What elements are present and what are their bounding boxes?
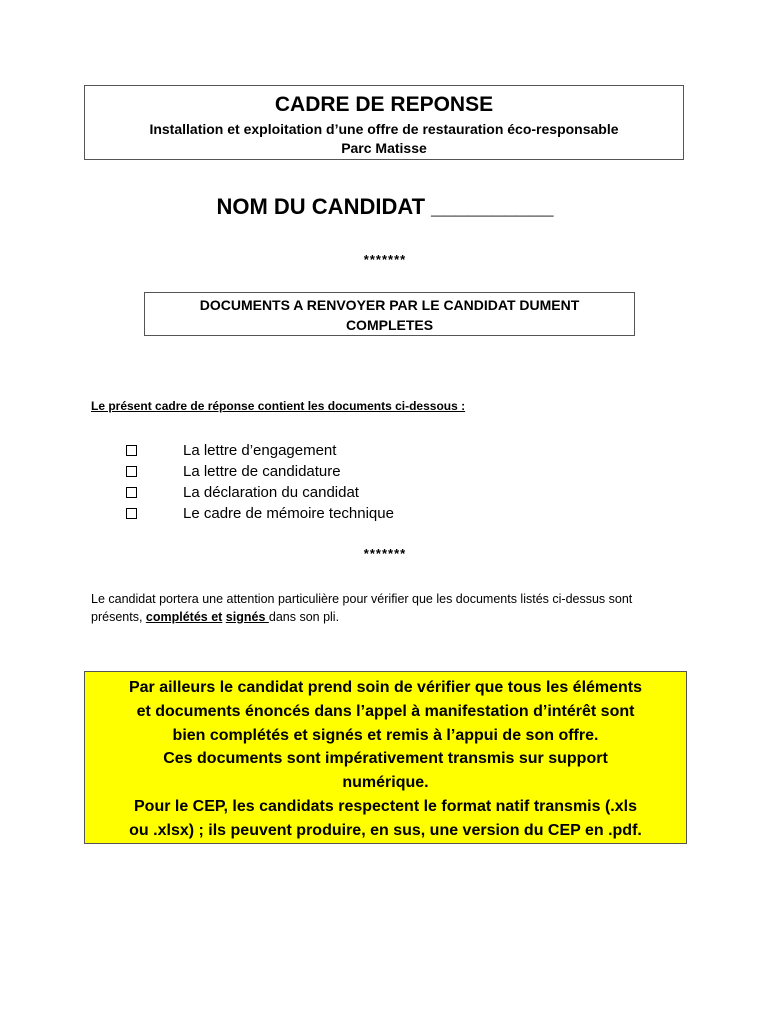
separator-stars-2: *******: [363, 546, 407, 561]
documents-box-line-2: COMPLETES: [345, 317, 434, 333]
header-subtitle: [85, 120, 683, 158]
checklist-item: [126, 503, 394, 524]
checklist-item: [126, 482, 359, 503]
highlight-notice-box: [84, 671, 687, 844]
notice-line-4: Ces documents sont impérativement transmis sur support: [163, 750, 608, 768]
checkbox[interactable]: [126, 487, 137, 498]
checklist-label: La déclaration du candidat: [183, 484, 359, 501]
checklist-item: [126, 461, 341, 482]
notice-line-6: Pour le CEP, les candidats respectent le format natif transmis (.xls: [134, 797, 637, 815]
checklist-item: [126, 440, 337, 461]
header-box: [84, 85, 684, 160]
subtitle-line-1: Installation et exploitation d’une offre de restauration éco-responsable: [149, 121, 619, 137]
documents-box: [144, 292, 635, 336]
documents-box-line-1: DOCUMENTS A RENVOYER PAR LE CANDIDAT DUMENT: [199, 297, 580, 313]
note-text-1: Le candidat portera une attention particulière pour vérifier que les documents listés ci-dessus sont présents,: [91, 592, 633, 624]
notice-line-1: Par ailleurs le candidat prend soin de vérifier que tous les éléments: [128, 679, 643, 696]
checkbox[interactable]: [126, 508, 137, 519]
notice-line-5: numérique.: [342, 774, 429, 792]
checklist-label: La lettre d’engagement: [183, 442, 337, 459]
notice-line-2: et documents énoncés dans l’appel à manifestation d’intérêt sont: [136, 702, 635, 720]
documents-checklist: [126, 440, 394, 524]
page-title: CADRE DE REPONSE: [274, 93, 494, 116]
checklist-label: Le cadre de mémoire technique: [183, 505, 394, 522]
subtitle-line-2: Parc Matisse: [341, 140, 427, 156]
checklist-label: La lettre de candidature: [183, 463, 341, 480]
checkbox[interactable]: [126, 466, 137, 477]
verification-note: [91, 590, 651, 626]
checkbox[interactable]: [126, 445, 137, 456]
candidate-name-field: NOM DU CANDIDAT __________: [216, 194, 554, 219]
intro-text: Le présent cadre de réponse contient les documents ci-dessous :: [91, 399, 466, 413]
notice-line-7: ou .xlsx) ; ils peuvent produire, en sus, une version du CEP en .pdf.: [129, 821, 642, 839]
note-signes: signés: [225, 610, 269, 624]
note-text-2: dans son pli.: [268, 610, 340, 624]
notice-line-3: bien complétés et signés et remis à l’appui de son offre.: [172, 726, 599, 744]
note-completes: complétés et: [145, 610, 223, 624]
separator-stars-1: *******: [363, 252, 407, 267]
